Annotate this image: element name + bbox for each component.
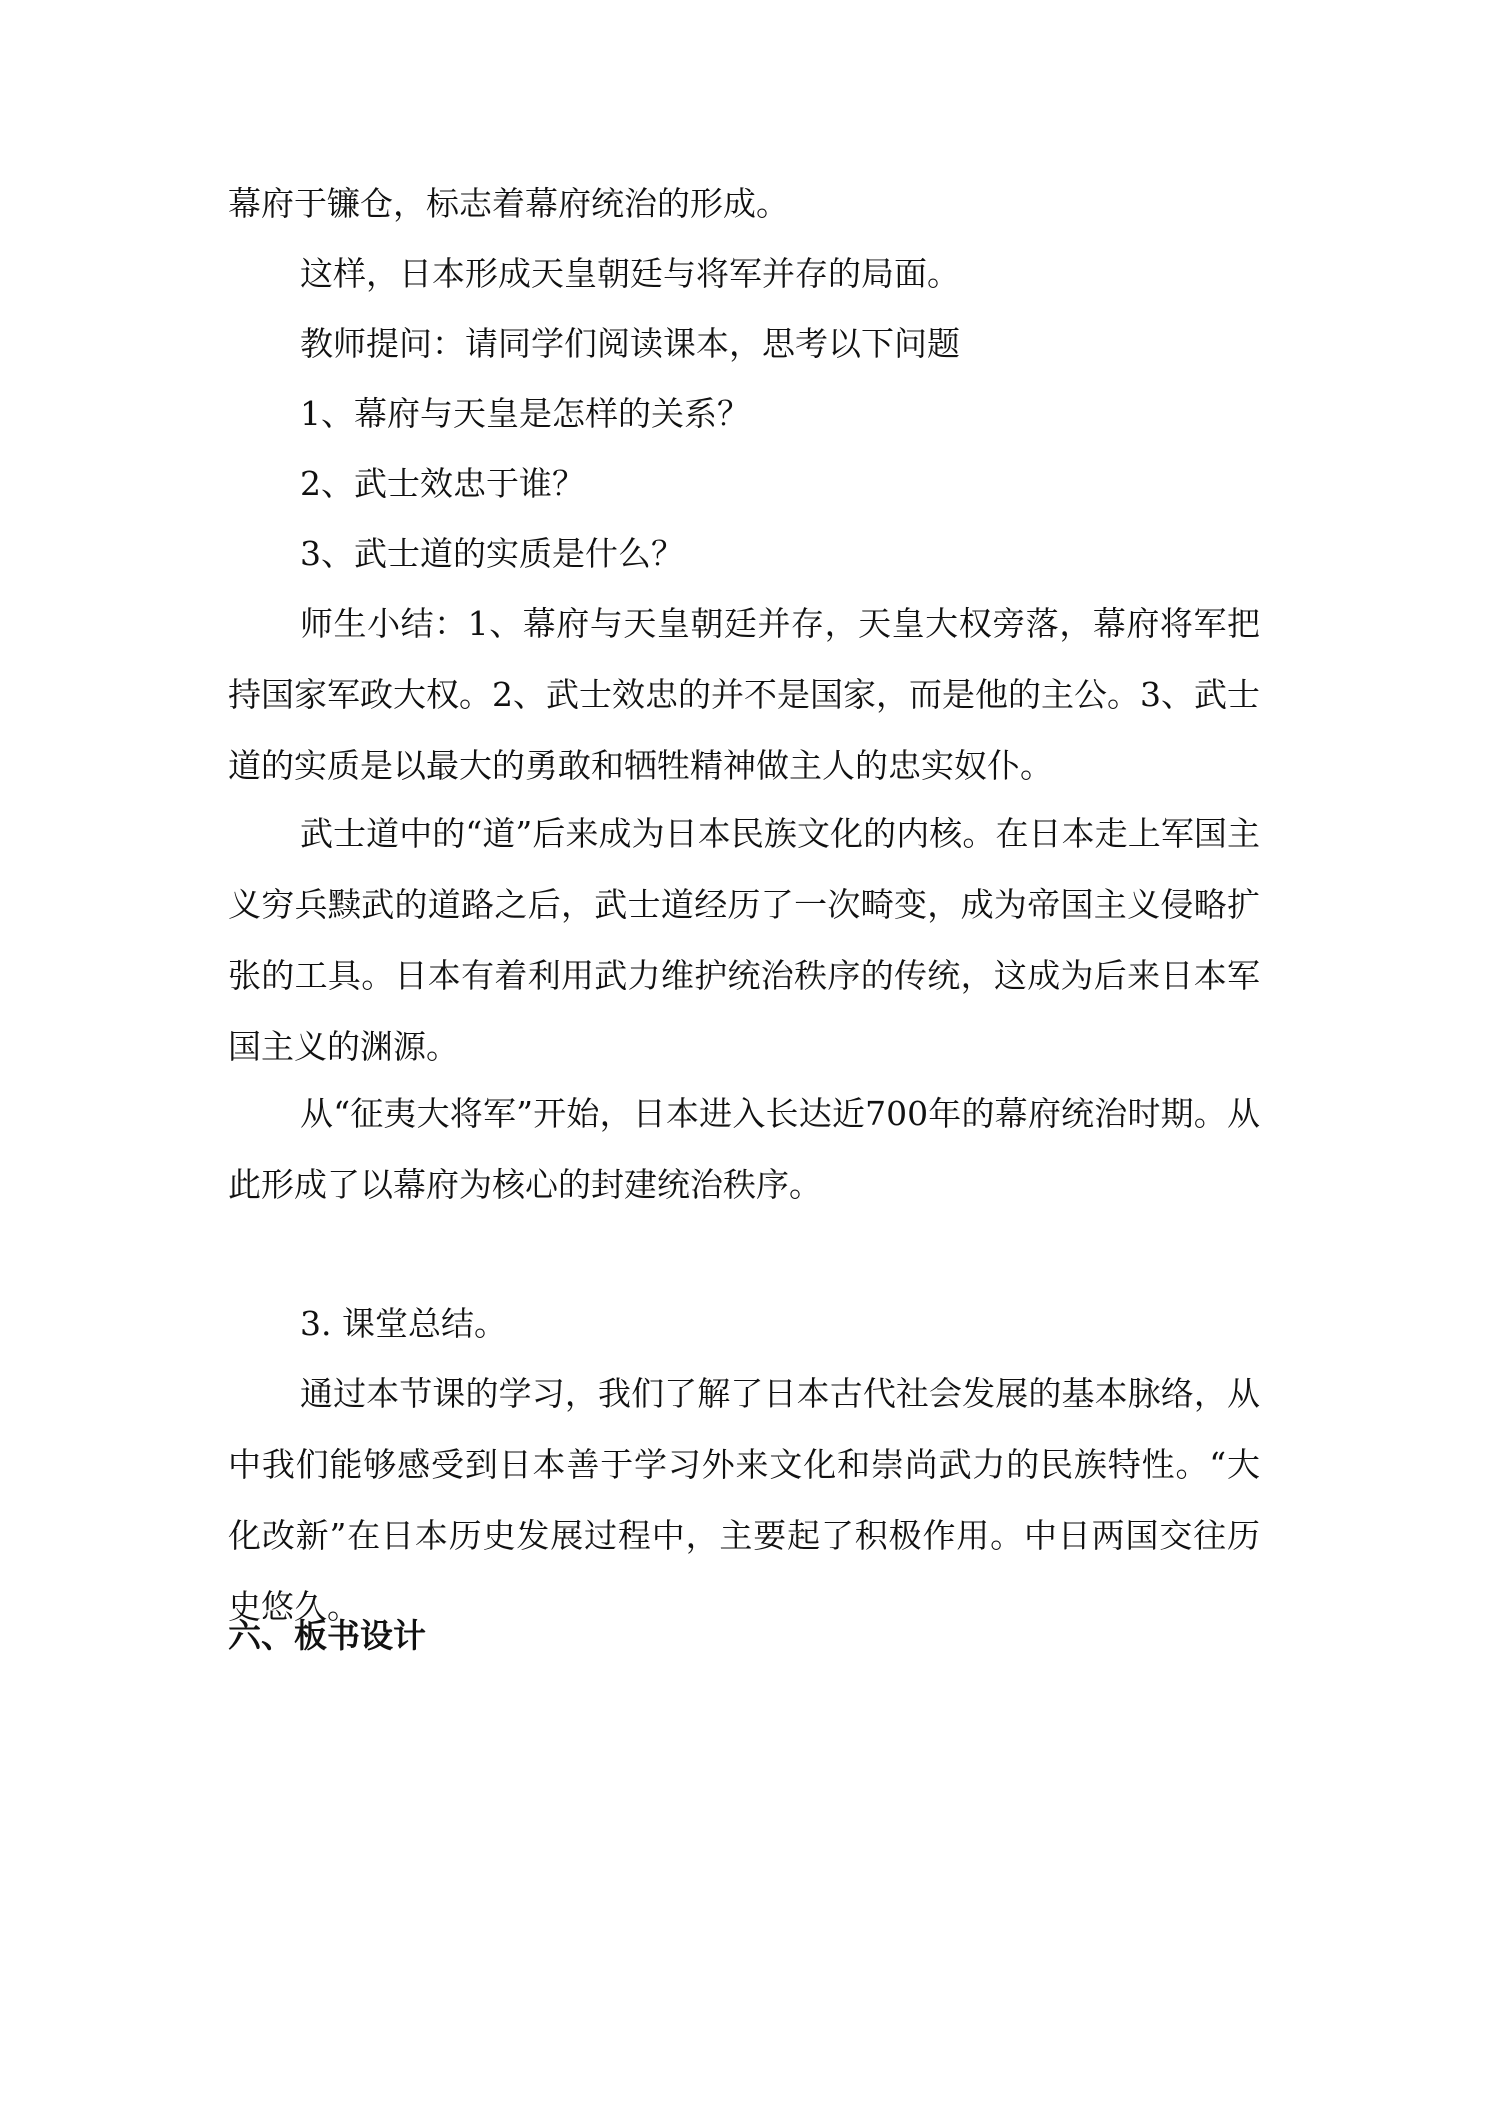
paragraph-teacher-question: 教师提问：请同学们阅读课本，思考以下问题 bbox=[300, 324, 960, 363]
section-class-summary: 3. 课堂总结。 bbox=[300, 1304, 507, 1343]
paragraph-summary: 师生小结：1、幕府与天皇朝廷并存，天皇大权旁落，幕府将军把持国家军政大权。2、武士效忠的并不是国家，而是他的主公。3、武士道的实质是以最大的勇敢和牺牲精神做主人的忠实奴仆。 bbox=[228, 604, 1260, 785]
paragraph-conclusion: 通过本节课的学习，我们了解了日本古代社会发展的基本脉络，从中我们能够感受到日本善于学习外来文化和崇尚武力的民族特性。“大化改新”在日本历史发展过程中，主要起了积极作用。中日两国交往历史悠久。 bbox=[228, 1374, 1260, 1626]
section-heading-board-design: 六、板书设计 bbox=[228, 1616, 426, 1655]
paragraph-coexistence: 这样，日本形成天皇朝廷与将军并存的局面。 bbox=[300, 254, 960, 293]
question-item-2: 2、武士效忠于谁？ bbox=[300, 464, 585, 503]
paragraph-shogunate-period: 从“征夷大将军”开始，日本进入长达近700年的幕府统治时期。从此形成了以幕府为核心的封建统治秩序。 bbox=[228, 1094, 1260, 1204]
paragraph-bushido: 武士道中的“道”后来成为日本民族文化的内核。在日本走上军国主义穷兵黩武的道路之后，武士道经历了一次畸变，成为帝国主义侵略扩张的工具。日本有着利用武力维护统治秩序的传统，这成为后来日本军国主义的渊源。 bbox=[228, 814, 1260, 1066]
question-item-1: 1、幕府与天皇是怎样的关系？ bbox=[300, 394, 750, 433]
paragraph-continuation: 幕府于镰仓，标志着幕府统治的形成。 bbox=[228, 184, 789, 223]
question-item-3: 3、武士道的实质是什么？ bbox=[300, 534, 684, 573]
